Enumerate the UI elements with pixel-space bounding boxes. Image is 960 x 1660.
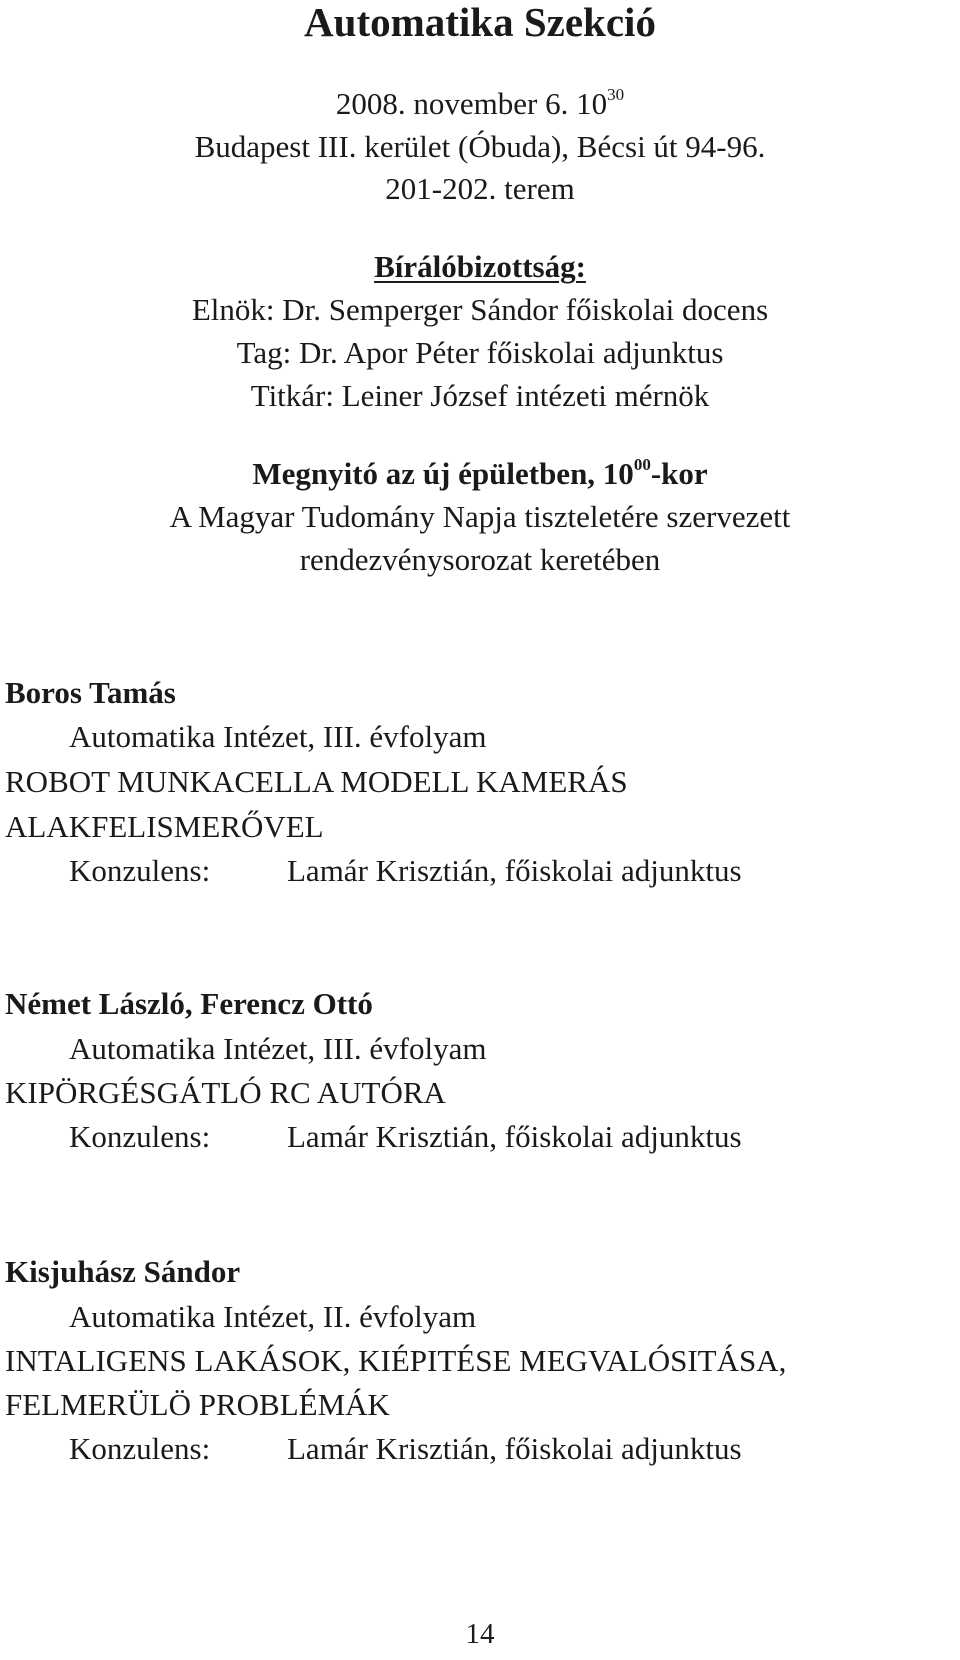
committee-chair: Elnök: Dr. Semperger Sándor főiskolai docens xyxy=(191,292,769,327)
presentation-2-consultant-label: Konzulens: xyxy=(69,1119,211,1154)
committee-secretary: Titkár: Leiner József intézeti mérnök xyxy=(250,378,710,413)
event-time-superscript: 30 xyxy=(607,85,625,104)
opening-description-2: rendezvénysorozat keretében xyxy=(299,542,661,577)
presentation-2-author: Német László, Ferencz Ottó xyxy=(5,986,373,1021)
opening-time-superscript: 00 xyxy=(633,455,651,474)
presentation-1-title-line-1: ROBOT MUNKACELLA MODELL KAMERÁS xyxy=(5,764,628,799)
presentation-3-title-line-2: FELMERÜLÖ PROBLÉMÁK xyxy=(5,1387,390,1422)
committee-member: Tag: Dr. Apor Péter főiskolai adjunktus xyxy=(236,335,724,370)
presentation-2-title-line-1: KIPÖRGÉSGÁTLÓ RC AUTÓRA xyxy=(5,1075,446,1110)
event-date-text: 2008. november 6. 10 xyxy=(335,86,608,121)
presentation-3-title-line-1: INTALIGENS LAKÁSOK, KIÉPITÉSE MEGVALÓSITÁSA, xyxy=(5,1343,787,1378)
event-date xyxy=(0,85,960,121)
opening-description-1: A Magyar Tudomány Napja tiszteletére szervezett xyxy=(169,499,791,534)
presentation-1-title-line-2: ALAKFELISMERŐVEL xyxy=(5,809,324,844)
presentation-3-institute: Automatika Intézet, II. évfolyam xyxy=(69,1299,477,1334)
opening-line xyxy=(0,455,960,491)
committee-heading: Bírálóbizottság: xyxy=(374,249,586,284)
presentation-1-author: Boros Tamás xyxy=(5,675,176,710)
presentation-1-consultant: Lamár Krisztián, főiskolai adjunktus xyxy=(287,853,742,888)
opening-text: Megnyitó az új épületben, 10 xyxy=(252,456,634,491)
opening-suffix: -kor xyxy=(650,456,708,491)
event-location: Budapest III. kerület (Óbuda), Bécsi út 94-96. xyxy=(194,129,766,164)
presentation-3-consultant-label: Konzulens: xyxy=(69,1431,211,1466)
presentation-1-consultant-label: Konzulens: xyxy=(69,853,211,888)
presentation-2-consultant: Lamár Krisztián, főiskolai adjunktus xyxy=(287,1119,742,1154)
presentation-2-institute: Automatika Intézet, III. évfolyam xyxy=(69,1031,487,1066)
event-room: 201-202. terem xyxy=(385,171,575,206)
presentation-1-institute: Automatika Intézet, III. évfolyam xyxy=(69,719,487,754)
page-number: 14 xyxy=(465,1618,495,1650)
section-title: Automatika Szekció xyxy=(304,0,656,45)
presentation-3-author: Kisjuhász Sándor xyxy=(5,1254,241,1289)
presentation-3-consultant: Lamár Krisztián, főiskolai adjunktus xyxy=(287,1431,742,1466)
